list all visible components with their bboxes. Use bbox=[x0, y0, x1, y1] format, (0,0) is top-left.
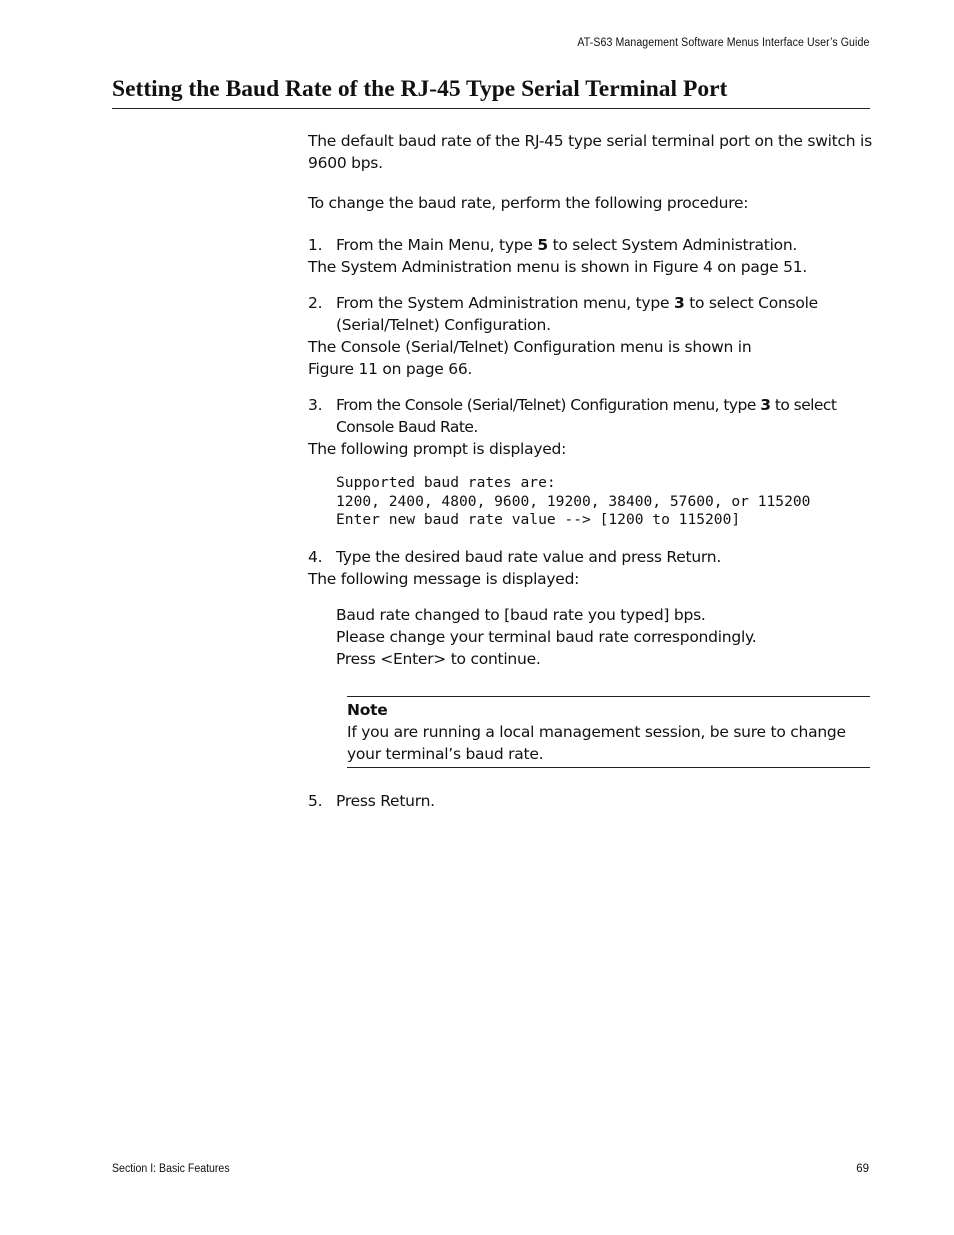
step-4-note: The following message is displayed: bbox=[308, 569, 580, 588]
step-text: Press Return. bbox=[336, 791, 435, 810]
code-line: Supported baud rates are: bbox=[336, 474, 556, 491]
code-line: Enter new baud rate value --> [1200 to 115200] bbox=[336, 511, 741, 528]
step-1-note: The System Administration menu is shown in Figure 4 on page 51. bbox=[308, 258, 808, 276]
step-number: 1. bbox=[308, 236, 323, 254]
section-title: Setting the Baud Rate of the RJ-45 Type Serial Terminal Port bbox=[112, 76, 870, 109]
message-line: Please change your terminal baud rate correspondingly. bbox=[336, 627, 757, 646]
step-number: 3. bbox=[308, 396, 323, 414]
running-header: AT-S63 Management Software Menus Interface User’s Guide bbox=[576, 37, 869, 49]
step-text-part: From the Console (Serial/Telnet) Configuration menu, type bbox=[336, 396, 761, 414]
procedure-lead-in: To change the baud rate, perform the following procedure: bbox=[308, 194, 749, 212]
note-title: Note bbox=[347, 700, 388, 719]
step-text: Type the desired baud rate value and press Return. bbox=[336, 547, 722, 566]
step-text-part: to select Console Baud Rate. bbox=[336, 396, 837, 436]
footer-section: Section I: Basic Features bbox=[112, 1163, 230, 1175]
step-number: 2. bbox=[308, 294, 323, 312]
step-text-part: From the System Administration menu, type bbox=[336, 294, 674, 312]
step-number: 4. bbox=[308, 547, 323, 566]
message-line: Baud rate changed to [baud rate you typed] bps. bbox=[336, 605, 706, 624]
step-1 bbox=[308, 234, 873, 256]
step-3-note: The following prompt is displayed: bbox=[308, 440, 567, 458]
step-text bbox=[336, 292, 873, 336]
step-text-part: to select Console (Serial/Telnet) Configuration. bbox=[336, 294, 818, 334]
message-line: Press <Enter> to continue. bbox=[336, 649, 541, 668]
step-text bbox=[336, 394, 873, 438]
step-text-part: From the Main Menu, type bbox=[336, 236, 538, 254]
menu-key: 3 bbox=[760, 396, 771, 414]
step-2 bbox=[308, 292, 873, 336]
note-body: If you are running a local management session, be sure to change your terminal’s baud rate. bbox=[347, 722, 846, 763]
step-4 bbox=[308, 546, 873, 568]
note-callout bbox=[347, 696, 870, 768]
step-number: 5. bbox=[308, 791, 323, 810]
body-content bbox=[308, 130, 873, 812]
step-5 bbox=[308, 790, 873, 812]
menu-key: 5 bbox=[537, 236, 548, 254]
step-text bbox=[336, 234, 873, 256]
code-line: 1200, 2400, 4800, 9600, 19200, 38400, 57600, or 115200 bbox=[336, 492, 811, 510]
menu-key: 3 bbox=[673, 294, 685, 312]
console-message bbox=[336, 604, 873, 670]
page-number: 69 bbox=[856, 1163, 869, 1175]
step-3 bbox=[308, 394, 873, 438]
step-text-part: to select System Administration. bbox=[547, 236, 798, 254]
console-prompt-code bbox=[336, 474, 873, 530]
step-2-note: The Console (Serial/Telnet) Configuration menu is shown in Figure 11 on page 66. bbox=[308, 338, 752, 378]
intro-paragraph: The default baud rate of the RJ-45 type serial terminal port on the switch is 9600 bps. bbox=[308, 132, 872, 172]
